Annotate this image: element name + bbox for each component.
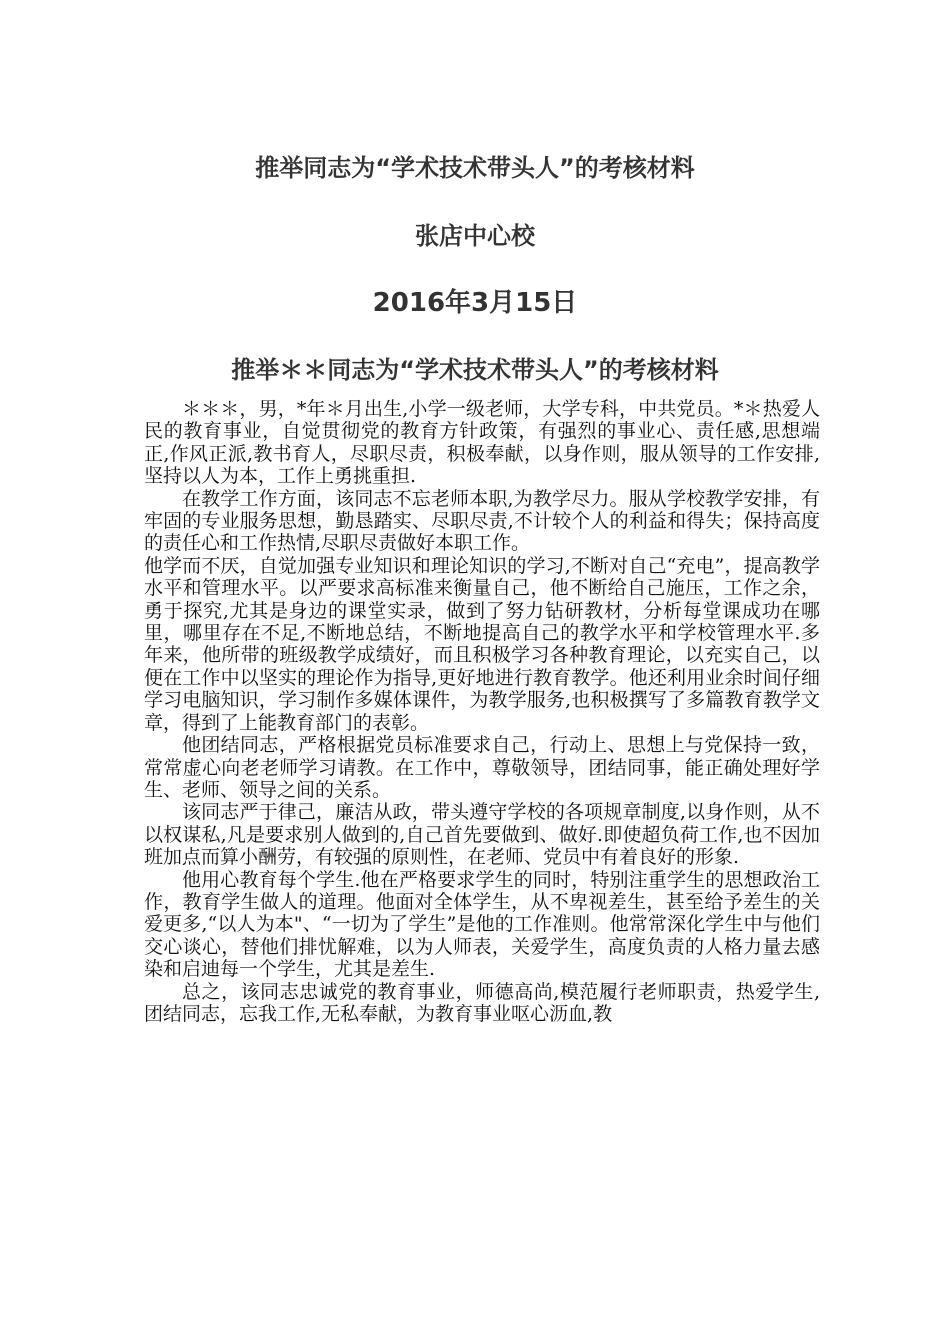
- body-text: [144, 398, 820, 1025]
- paragraph-intro: ＊＊＊，男，*年＊月出生,小学一级老师，大学专科，中共党员。*＊热爱人民的教育事业，自觉贯彻党的教育方针政策，有强烈的事业心、责任感,思想端正,作风正派,教书育人，尽职尽责，积极奉献，以身作则，服从领导的工作安排,坚持以人为本，工作上勇挑重担.: [144, 398, 820, 488]
- paragraph-summary: 总之，该同志忠诚党的教育事业，师德高尚,模范履行老师职责，热爱学生,团结同志，忘我工作,无私奉献，为教育事业呕心沥血,教: [144, 980, 820, 1025]
- paragraph-unity: 他团结同志，严格根据党员标准要求自己，行动上、思想上与党保持一致，常常虚心向老老师学习请教。在工作中，尊敬领导，团结同事，能正确处理好学生、老师、领导之间的关系。: [144, 734, 820, 801]
- paragraph-study: 他学而不厌，自觉加强专业知识和理论知识的学习,不断对自己“充电”，提高教学水平和管理水平。以严要求高标准来衡量自己，他不断给自己施压，工作之余，勇于探究,尤其是身边的课堂实录，做到了努力钻研教材，分析每堂课成功在哪里，哪里存在不足,不断地总结，不断地提高自己的教学水平和学校管理水平.多年来，他所带的班级教学成绩好，而且积极学习各种教育理论，以充实自己，以便在工作中以坚实的理论作为指导,更好地进行教育教学。他还利用业余时间仔细学习电脑知识，学习制作多媒体课件，为教学服务,也积极撰写了多篇教育教学文章，得到了上能教育部门的表彰。: [144, 554, 820, 734]
- paragraph-students: 他用心教育每个学生.他在严格要求学生的同时，特别注重学生的思想政治工作，教育学生做人的道理。他面对全体学生，从不卑视差生，甚至给予差生的关爱更多,“以人为本"、“一切为了学生”是他的工作准则。他常常深化学生中与他们交心谈心，替他们排忧解难，以为人师表，关爱学生，高度负责的人格力量去感染和启迪每一个学生，尤其是差生.: [144, 868, 820, 981]
- paragraph-discipline: 该同志严于律己，廉洁从政，带头遵守学校的各项规章制度,以身作则，从不以权谋私,凡是要求别人做到的,自己首先要做到、做好.即使超负荷工作,也不因加班加点而算小酬劳，有较强的原则性，在老师、党员中有着良好的形象.: [144, 801, 820, 869]
- paragraph-teaching: 在教学工作方面，该同志不忘老师本职,为教学尽力。服从学校教学安排，有牢固的专业服务思想，勤恳踏实、尽职尽责,不计较个人的利益和得失；保持高度的责任心和工作热情,尽职尽责做好本职工作。: [144, 487, 820, 555]
- document-date: 2016年3月15日: [372, 288, 578, 318]
- document-subtitle: 推举＊＊同志为“学术技术带头人”的考核材料: [231, 356, 719, 384]
- school-name: 张店中心校: [415, 222, 535, 250]
- document-title: 推举同志为“学术技术带头人”的考核材料: [255, 154, 695, 182]
